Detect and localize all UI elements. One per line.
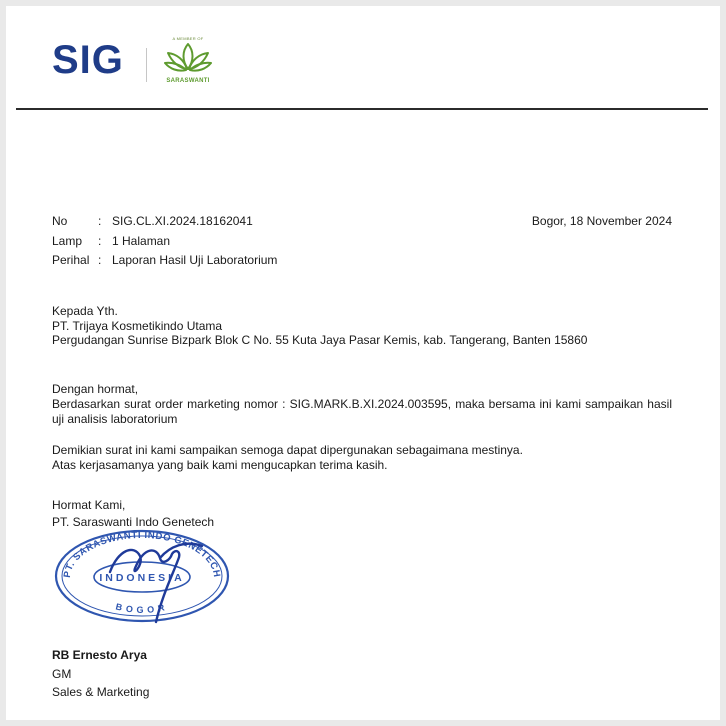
greeting: Dengan hormat, (52, 382, 139, 396)
recipient-address: Pergudangan Sunrise Bizpark Blok C No. 55 Kuta Jaya Pasar Kemis, kab. Tangerang, Banten 15860 (52, 333, 588, 347)
recipient-salutation: Kepada Yth. (52, 304, 118, 318)
meta-value: SIG.CL.XI.2024.18162041 (112, 214, 253, 228)
stamp-bottom-text: BOGOR (114, 601, 170, 615)
letterhead (6, 6, 720, 114)
signer-department: Sales & Marketing (52, 685, 150, 699)
header-divider (16, 108, 708, 110)
recipient-company: PT. Trijaya Kosmetikindo Utama (52, 318, 223, 333)
signer-name: RB Ernesto Arya (52, 648, 147, 662)
letter-meta (52, 212, 277, 271)
stamp-middle-text: INDONESIA (99, 572, 185, 584)
letter-date: Bogor, 18 November 2024 (531, 214, 672, 228)
sig-logo: SIG (52, 38, 124, 82)
sign-off-company: PT. Saraswanti Indo Genetech (52, 514, 215, 529)
closing-block (52, 443, 672, 472)
stamp-top-text: PT. SARASWANTI INDO GENETECH (61, 529, 223, 579)
meta-label: Perihal (52, 253, 90, 267)
meta-value: Laporan Hasil Uji Laboratorium (112, 253, 278, 267)
partner-member-text: A MEMBER OF (172, 36, 204, 41)
signer-title: GM (52, 666, 72, 681)
meta-row-subject (52, 251, 277, 271)
logo-divider (146, 48, 147, 82)
stamp-seal (52, 526, 232, 626)
letter-page (6, 6, 720, 720)
sign-off-greeting: Hormat Kami, (52, 498, 126, 512)
closing-line-2: Atas kerjasamanya yang baik kami mengucapkan terima kasih. (52, 457, 388, 472)
recipient-block (52, 304, 672, 348)
closing-line-1: Demikian surat ini kami sampaikan semoga dapat dipergunakan sebagaimana mestinya. (52, 443, 523, 457)
meta-label: No (52, 214, 68, 228)
meta-row-number (52, 212, 277, 232)
meta-value: 1 Halaman (112, 233, 171, 248)
leaf-icon (164, 41, 212, 73)
saraswanti-logo (158, 36, 218, 88)
body-paragraph: Berdasarkan surat order marketing nomor : SIG.MARK.B.XI.2024.003595, maka bersama ini kami sampaikan hasil uji analisis laboratorium (52, 397, 672, 426)
meta-label: Lamp (52, 233, 83, 248)
partner-name: SARASWANTI (166, 78, 210, 84)
company-stamp (52, 526, 232, 626)
meta-colon: : (98, 253, 102, 267)
meta-colon: : (98, 214, 102, 228)
meta-row-attachment (52, 232, 277, 252)
meta-colon: : (98, 233, 102, 248)
signer-block (52, 646, 149, 702)
